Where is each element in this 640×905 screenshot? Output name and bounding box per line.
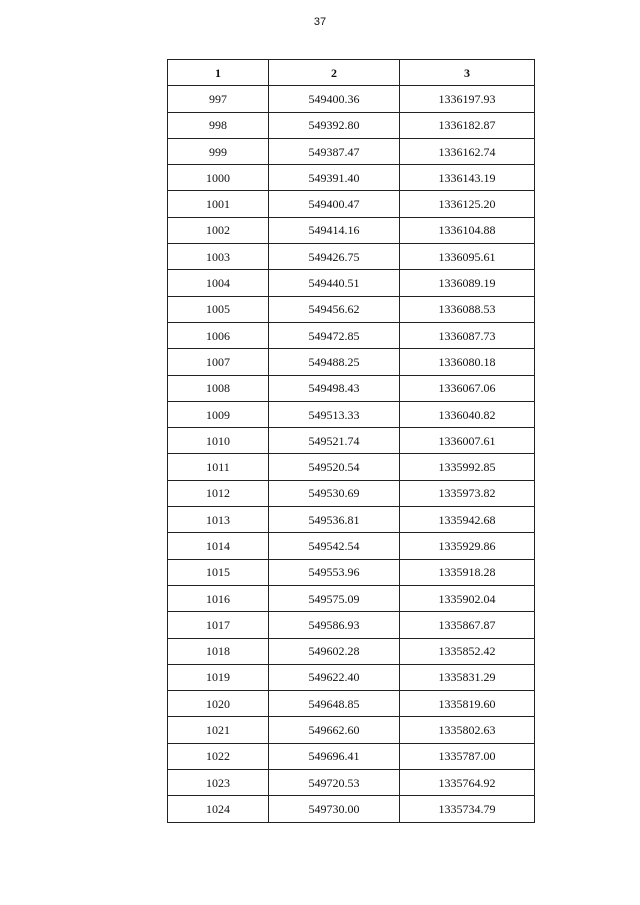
table-row [168, 191, 535, 217]
y-coordinate-cell: 1335867.87 [400, 612, 535, 638]
x-coordinate-cell: 549553.96 [269, 559, 400, 585]
y-coordinate-cell: 1336125.20 [400, 191, 535, 217]
x-coordinate-cell: 549498.43 [269, 375, 400, 401]
point-number-cell: 1021 [168, 717, 269, 743]
table-row [168, 533, 535, 559]
table-row [168, 296, 535, 322]
column-header-point-number: 1 [168, 60, 269, 86]
x-coordinate-cell: 549530.69 [269, 480, 400, 506]
x-coordinate-cell: 549456.62 [269, 296, 400, 322]
x-coordinate-cell: 549513.33 [269, 401, 400, 427]
point-number-cell: 1010 [168, 428, 269, 454]
y-coordinate-cell: 1335902.04 [400, 585, 535, 611]
y-coordinate-cell: 1335852.42 [400, 638, 535, 664]
point-number-cell: 1019 [168, 664, 269, 690]
table-header-row [168, 60, 535, 86]
table-row [168, 454, 535, 480]
table-row [168, 480, 535, 506]
y-coordinate-cell: 1335734.79 [400, 796, 535, 822]
point-number-cell: 1018 [168, 638, 269, 664]
x-coordinate-cell: 549622.40 [269, 664, 400, 690]
table-row [168, 244, 535, 270]
table-row [168, 664, 535, 690]
x-coordinate-cell: 549472.85 [269, 322, 400, 348]
x-coordinate-cell: 549426.75 [269, 244, 400, 270]
point-number-cell: 1015 [168, 559, 269, 585]
y-coordinate-cell: 1336162.74 [400, 138, 535, 164]
table-row [168, 743, 535, 769]
coordinates-table [167, 59, 535, 823]
y-coordinate-cell: 1336104.88 [400, 217, 535, 243]
x-coordinate-cell: 549392.80 [269, 112, 400, 138]
y-coordinate-cell: 1335929.86 [400, 533, 535, 559]
point-number-cell: 1002 [168, 217, 269, 243]
point-number-cell: 1013 [168, 507, 269, 533]
y-coordinate-cell: 1336089.19 [400, 270, 535, 296]
table-row [168, 507, 535, 533]
point-number-cell: 1012 [168, 480, 269, 506]
point-number-cell: 1022 [168, 743, 269, 769]
y-coordinate-cell: 1336067.06 [400, 375, 535, 401]
x-coordinate-cell: 549720.53 [269, 770, 400, 796]
table-row [168, 717, 535, 743]
table-row [168, 770, 535, 796]
y-coordinate-cell: 1336040.82 [400, 401, 535, 427]
table-row [168, 638, 535, 664]
x-coordinate-cell: 549586.93 [269, 612, 400, 638]
y-coordinate-cell: 1336087.73 [400, 322, 535, 348]
y-coordinate-cell: 1335942.68 [400, 507, 535, 533]
point-number-cell: 1008 [168, 375, 269, 401]
x-coordinate-cell: 549662.60 [269, 717, 400, 743]
x-coordinate-cell: 549488.25 [269, 349, 400, 375]
table-row [168, 112, 535, 138]
x-coordinate-cell: 549542.54 [269, 533, 400, 559]
y-coordinate-cell: 1335819.60 [400, 691, 535, 717]
x-coordinate-cell: 549400.47 [269, 191, 400, 217]
y-coordinate-cell: 1335831.29 [400, 664, 535, 690]
point-number-cell: 998 [168, 112, 269, 138]
point-number-cell: 1003 [168, 244, 269, 270]
x-coordinate-cell: 549440.51 [269, 270, 400, 296]
y-coordinate-cell: 1335802.63 [400, 717, 535, 743]
y-coordinate-cell: 1335764.92 [400, 770, 535, 796]
table-row [168, 138, 535, 164]
x-coordinate-cell: 549575.09 [269, 585, 400, 611]
point-number-cell: 1014 [168, 533, 269, 559]
table-row [168, 401, 535, 427]
point-number-cell: 1024 [168, 796, 269, 822]
point-number-cell: 1005 [168, 296, 269, 322]
y-coordinate-cell: 1335918.28 [400, 559, 535, 585]
point-number-cell: 1011 [168, 454, 269, 480]
point-number-cell: 997 [168, 86, 269, 112]
y-coordinate-cell: 1336095.61 [400, 244, 535, 270]
y-coordinate-cell: 1336197.93 [400, 86, 535, 112]
table-row [168, 585, 535, 611]
y-coordinate-cell: 1335973.82 [400, 480, 535, 506]
y-coordinate-cell: 1336182.87 [400, 112, 535, 138]
table-row [168, 612, 535, 638]
x-coordinate-cell: 549414.16 [269, 217, 400, 243]
point-number-cell: 1007 [168, 349, 269, 375]
point-number-cell: 1016 [168, 585, 269, 611]
table-body [168, 86, 535, 822]
x-coordinate-cell: 549400.36 [269, 86, 400, 112]
y-coordinate-cell: 1335787.00 [400, 743, 535, 769]
y-coordinate-cell: 1336080.18 [400, 349, 535, 375]
x-coordinate-cell: 549387.47 [269, 138, 400, 164]
x-coordinate-cell: 549602.28 [269, 638, 400, 664]
point-number-cell: 1017 [168, 612, 269, 638]
x-coordinate-cell: 549536.81 [269, 507, 400, 533]
y-coordinate-cell: 1335992.85 [400, 454, 535, 480]
point-number-cell: 1009 [168, 401, 269, 427]
table-row [168, 796, 535, 822]
column-header-x: 2 [269, 60, 400, 86]
column-header-y: 3 [400, 60, 535, 86]
point-number-cell: 1004 [168, 270, 269, 296]
point-number-cell: 1023 [168, 770, 269, 796]
point-number-cell: 1020 [168, 691, 269, 717]
y-coordinate-cell: 1336143.19 [400, 165, 535, 191]
table-row [168, 322, 535, 348]
y-coordinate-cell: 1336088.53 [400, 296, 535, 322]
table-row [168, 691, 535, 717]
x-coordinate-cell: 549696.41 [269, 743, 400, 769]
x-coordinate-cell: 549520.54 [269, 454, 400, 480]
table-row [168, 165, 535, 191]
point-number-cell: 1001 [168, 191, 269, 217]
table-row [168, 217, 535, 243]
table-row [168, 559, 535, 585]
table-row [168, 86, 535, 112]
page-number: 37 [313, 16, 327, 28]
point-number-cell: 1000 [168, 165, 269, 191]
table-row [168, 349, 535, 375]
table-row [168, 270, 535, 296]
x-coordinate-cell: 549391.40 [269, 165, 400, 191]
point-number-cell: 999 [168, 138, 269, 164]
x-coordinate-cell: 549648.85 [269, 691, 400, 717]
y-coordinate-cell: 1336007.61 [400, 428, 535, 454]
table-row [168, 375, 535, 401]
x-coordinate-cell: 549521.74 [269, 428, 400, 454]
point-number-cell: 1006 [168, 322, 269, 348]
table-row [168, 428, 535, 454]
x-coordinate-cell: 549730.00 [269, 796, 400, 822]
